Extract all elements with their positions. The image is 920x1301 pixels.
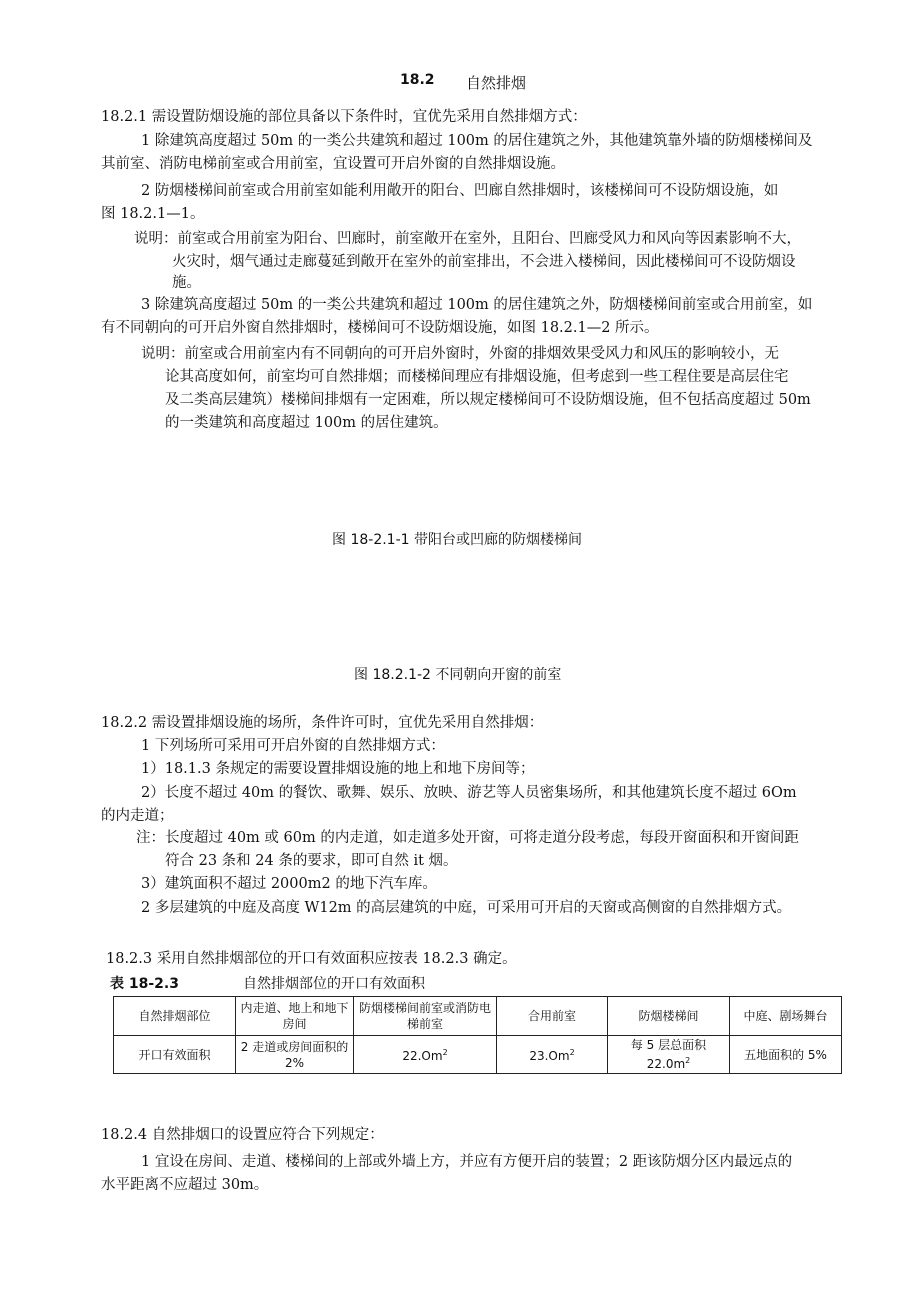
note-1-line1: 说明：前室或合用前室为阳台、凹廊时，前室敞开在室外，且阳台、凹廊受风力和风向等因素影响不大， — [134, 231, 801, 247]
superscript-2: 2 — [442, 1048, 448, 1057]
table-cell-stair — [608, 1036, 730, 1074]
section-title: 自然排烟 — [466, 74, 527, 92]
superscript-2: 2 — [569, 1048, 575, 1057]
table-cell-stair-line1: 每 5 层总面积 — [630, 1038, 707, 1052]
note-1-line3: 施。 — [172, 275, 201, 291]
table-header-cell: 中庭、剧场舞台 — [730, 997, 842, 1036]
paragraph-18-2-1-item1-line2: 其前室、消防电梯前室或合用前室，宜设置可开启外窗的自然排烟设施。 — [101, 156, 565, 172]
paragraph-18-2-4-lead: 18.2.4 自然排烟口的设置应符合下列规定： — [101, 1127, 384, 1143]
paragraph-18-2-2-lead: 18.2.2 需设置排烟设施的场所，条件许可时，宜优先采用自然排烟： — [101, 715, 544, 731]
paragraph-18-2-2-sub2-line2: 的内走道； — [101, 808, 174, 824]
table-header-cell: 内走道、地上和地下房间 — [236, 997, 354, 1036]
paragraph-18-2-1-lead: 18.2.1 需设置防烟设施的部位具备以下条件时，宜优先采用自然排烟方式： — [101, 109, 587, 125]
paragraph-18-2-1-item2-line2: 图 18.2.1—1。 — [101, 206, 205, 222]
stair-value: 22.0m — [646, 1057, 686, 1071]
note-2-line2: 论其高度如何，前室均可自然排烟；而楼梯间理应有排烟设施，但考虑到一些工程住要是高层住宅 — [165, 369, 789, 385]
table-header-cell: 合用前室 — [497, 997, 608, 1036]
paragraph-18-2-3-lead: 18.2.3 采用自然排烟部位的开口有效面积应按表 18.2.3 确定。 — [106, 951, 517, 967]
table-cell-atrium: 五地面积的 5% — [730, 1036, 842, 1074]
paragraph-18-2-2-sub2-line1: 2）长度不超过 40m 的餐饮、歌舞、娱乐、放映、游艺等人员密集场所，和其他建筑长度不超过 6Om — [141, 785, 797, 801]
table-header-cell: 防烟楼梯间 — [608, 997, 730, 1036]
data-table — [113, 996, 842, 1074]
anteroom-value: 22.Om — [402, 1049, 443, 1063]
note-1-line2: 火灾时，烟气通过走廊蔓延到敞开在室外的前室排出，不会进入楼梯间，因此楼梯间可不设防烟设 — [172, 254, 796, 270]
table-cell-anteroom — [354, 1036, 497, 1074]
table-header-row — [114, 997, 842, 1036]
table-title: 自然排烟部位的开口有效面积 — [243, 976, 425, 992]
paragraph-18-2-1-item1-line1: 1 除建筑高度超过 50m 的一类公共建筑和超过 100m 的居住建筑之外，其他建筑靠外墙的防烟楼梯间及 — [141, 133, 813, 149]
note-3-line2: 符合 23 条和 24 条的要求，即可自然 it 烟。 — [165, 853, 458, 869]
table-header-cell: 防烟楼梯间前室或消防电梯前室 — [354, 997, 497, 1036]
table-cell-corridor — [236, 1036, 354, 1074]
paragraph-18-2-2-item1: 1 下列场所可采用可开启外窗的自然排烟方式： — [141, 738, 445, 754]
note-2-line3: 及二类高层建筑）楼梯间排烟有一定困难，所以规定楼梯间可不设防烟设施，但不包括高度超过 50m — [165, 392, 811, 408]
paragraph-18-2-2-item2: 2 多层建筑的中庭及高度 W12m 的高层建筑的中庭，可采用可开启的天窗或高侧窗的自然排烟方式。 — [141, 900, 792, 916]
paragraph-18-2-1-item3-line1: 3 除建筑高度超过 50m 的一类公共建筑和超过 100m 的居住建筑之外，防烟楼梯间前室或合用前室，如 — [141, 297, 813, 313]
paragraph-18-2-2-sub3: 3）建筑面积不超过 2000m2 的地下汽车库。 — [141, 876, 437, 892]
table-row-label: 开口有效面积 — [114, 1036, 236, 1074]
note-3-line1: 注：长度超过 40m 或 60m 的内走道，如走道多处开窗，可将走道分段考虑，每段开窗面积和开窗间距 — [136, 830, 799, 846]
paragraph-18-2-1-item2-line1: 2 防烟楼梯间前室或合用前室如能利用敞开的阳台、凹廊自然排烟时，该楼梯间可不设防烟设施，如 — [141, 183, 779, 199]
paragraph-18-2-1-item3-line2: 有不同朝向的可开启外窗自然排烟时，楼梯间可不设防烟设施，如图 18.2.1—2 所示。 — [101, 320, 659, 336]
note-2-line1: 说明：前室或合用前室内有不同朝向的可开启外窗时，外窗的排烟效果受风力和风压的影响较小，无 — [141, 346, 779, 362]
paragraph-18-2-4-line2: 水平距离不应超过 30m。 — [101, 1177, 269, 1193]
table-cell-stair-line2 — [610, 1053, 727, 1072]
figure-caption-2: 图 18.2.1-2 不同朝向开窗的前室 — [354, 667, 562, 683]
table-row — [114, 1036, 842, 1074]
table-cell-corridor-line1: 2 走道或房间面积的 — [240, 1039, 349, 1054]
table-cell-combined — [497, 1036, 608, 1074]
figure-caption-1: 图 18-2.1-1 带阳台或凹廊的防烟楼梯间 — [332, 532, 582, 548]
table-header-cell: 自然排烟部位 — [114, 997, 236, 1036]
table-cell-corridor-line2: 2% — [284, 1055, 305, 1070]
superscript-2: 2 — [685, 1056, 691, 1065]
section-number: 18.2 — [400, 72, 435, 88]
paragraph-18-2-4-line1: 1 宜设在房间、走道、楼梯间的上部或外墙上方，并应有方便开启的装置；2 距该防烟分区内最远点的 — [141, 1154, 793, 1170]
note-2-line4: 的一类建筑和高度超过 100m 的居住建筑。 — [165, 415, 448, 431]
combined-value: 23.Om — [529, 1049, 570, 1063]
paragraph-18-2-2-sub1: 1）18.1.3 条规定的需要设置排烟设施的地上和地下房间等； — [141, 761, 535, 777]
table-label: 表 18-2.3 — [110, 976, 179, 992]
